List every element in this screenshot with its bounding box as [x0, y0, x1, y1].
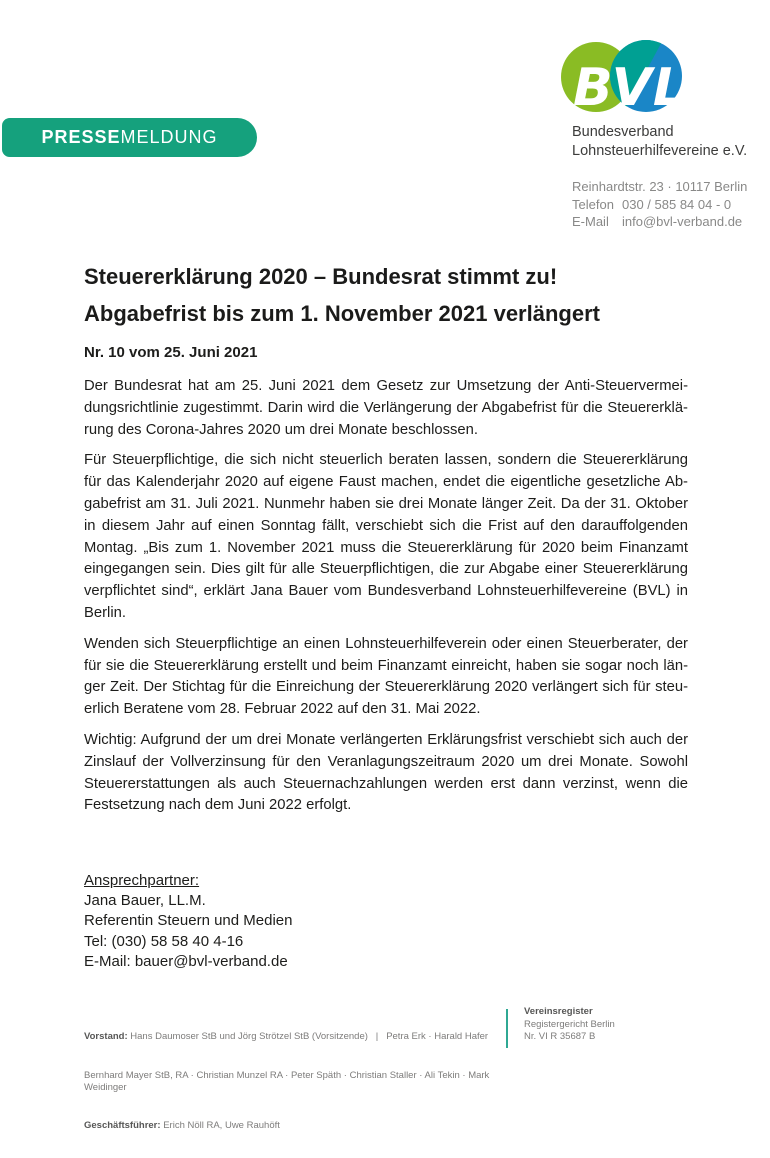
text-line: Montag. „Bis zum 1. November 2021 muss die Steuererklärung für 2020 beim Finanzamt: [84, 539, 688, 556]
text-line: Abgabefrist bis zum 1. November 2021 verlängert: [84, 301, 600, 326]
bvl-logo: [553, 25, 713, 125]
text-line: Der Bundesrat hat am 25. Juni 2021 dem Gesetz zur Umsetzung der Anti-Steuervermei-: [84, 378, 688, 394]
text-line: Lohnsteuerhilfevereine e.V.: [572, 142, 748, 159]
org-email-row: [572, 213, 747, 231]
paragraph: [84, 376, 688, 441]
footer-line: [84, 1031, 502, 1044]
email-label: E-Mail: [572, 214, 609, 230]
text-line: verpflichtet sind“, erklärt Jana Bauer vom Bundesverband Lohnsteuerhilfevereine (BVL) in: [84, 583, 688, 600]
footer-line: [84, 1070, 502, 1095]
paragraph: [84, 634, 688, 721]
text-line: Referentin Steuern und Medien: [84, 912, 293, 930]
text-line: Berlin.: [84, 604, 126, 621]
paragraph: [84, 450, 688, 624]
banner-label-bold: PRESSE: [41, 127, 121, 147]
footer-text: Bernhard Mayer StB, RA · Christian Munzel RA · Peter Späth · Christian Staller · Ali Tekin · Mark Weidinger: [84, 1069, 492, 1094]
letterhead-contact: [572, 178, 747, 231]
org-phone-row: [572, 196, 747, 214]
text-line: für das Kalenderjahr 2020 auf eigene Faust machen, endet die eigentliche gesetzliche Ab-: [84, 474, 688, 491]
text-line: Nr. VI R 35687 B: [524, 1031, 596, 1043]
text-line: E-Mail: bauer@bvl-verband.de: [84, 952, 288, 970]
page-title: [84, 258, 704, 332]
press-release-banner: [2, 118, 257, 157]
contact-person-heading: Ansprechpartner:: [84, 872, 200, 889]
text-line: rung des Corona-Jahres 2020 um drei Monate beschlossen.: [84, 421, 478, 438]
text-line: Für Steuerpflichtige, die sich nicht steuerlich beraten lassen, sondern die Steuererklärung: [84, 452, 688, 469]
body-text: [84, 376, 688, 826]
footer-divider: [506, 1009, 508, 1048]
release-number-date: Nr. 10 vom 25. Juni 2021: [84, 344, 258, 361]
paragraph: [84, 730, 688, 817]
text-line: für sie die Steuererklärung erstellt und beim Finanzamt einreicht, haben sie sogar noch län-: [84, 657, 688, 674]
logo-letters: BVL: [573, 58, 687, 118]
text-line: Steuererstattungen als auch Steuernachzahlungen werden erst dann verzinst, wenn die: [84, 775, 688, 792]
text-line: Jana Bauer, LL.M.: [84, 892, 206, 910]
text-line: Wenden sich Steuerpflichtige an einen Lohnsteuerhilfeverein oder einen Steuerberater, der: [84, 635, 688, 652]
org-name: [572, 123, 747, 160]
footer-text: Erich Nöll RA, Uwe Rauhöft: [160, 1120, 280, 1132]
text-line: Registergericht Berlin: [524, 1018, 615, 1030]
text-line: eingegangen sein. Dies gilt für alle Steuerpflichtigen, die zur Abgabe einer Steuererklärung: [84, 561, 688, 578]
text-line: Zinslauf der Vollverzinsung für den Veranlagungszeitraum 2020 um drei Monate. Sowohl: [84, 753, 688, 770]
email-value: info@bvl-verband.de: [622, 214, 743, 230]
footer-label: Vorstand:: [84, 1031, 128, 1043]
text-line: gabefrist am 31. Juli 2021. Nunmehr haben sie drei Monate länger Zeit. Da der 31. Oktober: [84, 495, 688, 512]
register-lines: [524, 1019, 615, 1044]
phone-label: Telefon: [572, 196, 614, 212]
footer-register-info: [524, 1006, 615, 1044]
org-address: Reinhardtstr. 23 · 10117 Berlin: [572, 179, 748, 194]
footer-text: Hans Daumoser StB und Jörg Strötzel StB (Vorsitzende) | Petra Erk · Harald Hafer: [127, 1031, 489, 1043]
phone-value: 030 / 585 84 04 - 0: [622, 196, 732, 212]
text-line: Festsetzung nach dem Juni 2022 erfolgt.: [84, 797, 352, 814]
text-line: erlich Beratene vom 28. Februar 2022 auf den 31. Mai 2022.: [84, 701, 481, 718]
text-line: Bundesverband: [572, 124, 674, 140]
footer-line: [84, 1120, 502, 1133]
text-line: dungsrichtlinie zugestimmt. Darin wird die Verlängerung der Abgabefrist für die Steuererklä-: [84, 399, 688, 416]
text-line: Tel: (030) 58 58 40 4-16: [84, 932, 244, 950]
text-line: Wichtig: Aufgrund der um drei Monate verlängerten Erklärungsfrist verschiebt sich auch der: [84, 731, 688, 748]
text-line: ger Zeit. Der Stichtag für die Einreichung der Steuererklärung 2020 verlängert sich für steu-: [84, 679, 688, 696]
footer-board-info: [84, 1006, 502, 1158]
contact-person-block: [84, 871, 292, 972]
contact-person-lines: [84, 891, 292, 972]
register-title: Vereinsregister: [524, 1006, 593, 1017]
text-line: Steuererklärung 2020 – Bundesrat stimmt zu!: [84, 264, 558, 289]
text-line: in diesem Jahr auf einen Sonntag fällt, verschiebt sich die Frist auf den darauffolgenden: [84, 517, 688, 534]
footer-label: Geschäftsführer:: [84, 1120, 161, 1132]
banner-label-regular: MELDUNG: [120, 127, 218, 147]
